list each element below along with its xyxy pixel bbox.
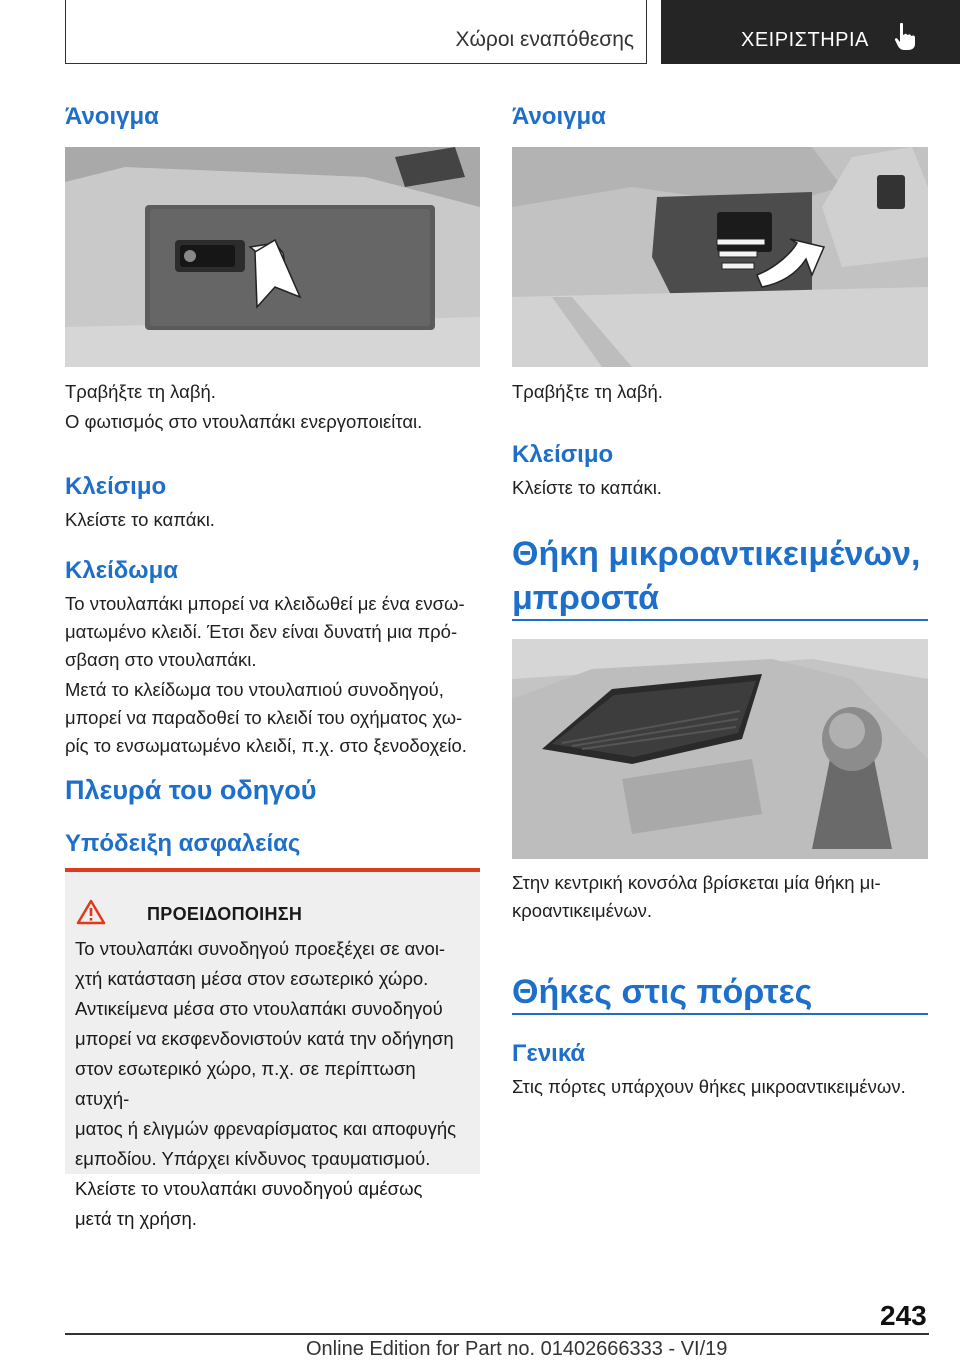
general-text: Στις πόρτες υπάρχουν θήκες μικροαντικειμένων. [512, 1076, 906, 1097]
front-storage-text-2: κροαντικειμένων. [512, 900, 653, 921]
footer-edition: Online Edition for Part no. 01402666333 - VI/19 [306, 1338, 728, 1360]
locking-text-1c: σβαση στο ντουλαπάκι. [65, 649, 257, 670]
header-section-title: Χώροι εναπόθεσης [455, 28, 634, 51]
front-storage-heading-rule [512, 619, 928, 621]
pointing-hand-icon [893, 22, 919, 52]
glovebox-opening-photo [65, 147, 480, 367]
safety-note-heading: Υπόδειξη ασφαλείας [65, 830, 301, 857]
door-storage-heading: Θήκες στις πόρτες [512, 973, 813, 1011]
header-chapter-box [661, 0, 960, 64]
right-closing-heading: Κλείσιμο [512, 441, 614, 468]
left-closing-text: Κλείστε το καπάκι. [65, 509, 215, 530]
warning-title: ΠΡΟΕΙΔΟΠΟΙΗΣΗ [147, 904, 303, 924]
center-console-storage-photo [512, 639, 928, 859]
passenger-side-heading: Πλευρά του οδηγού [65, 775, 317, 805]
right-closing-text: Κλείστε το καπάκι. [512, 477, 662, 498]
left-opening-text-1: Τραβήξτε τη λαβή. [65, 381, 216, 402]
header-section-box [65, 0, 647, 64]
locking-text-2a: Μετά το κλείδωμα του ντουλαπιού συνοδηγού, [65, 679, 444, 700]
warning-line: στον εσωτερικό χώρο, π.χ. σε περίπτωση ατυχή‐ [75, 1058, 416, 1109]
locking-heading: Κλείδωμα [65, 557, 179, 584]
front-storage-heading-line-2: μπροστά [512, 579, 660, 617]
driver-storage-opening-photo [512, 147, 928, 367]
locking-text-1a: Το ντουλαπάκι μπορεί να κλειδωθεί με ένα ενσω‐ [65, 593, 465, 614]
warning-line: ματος ή ελιγμών φρεναρίσματος και αποφυγής [75, 1118, 457, 1139]
locking-text-1b: ματωμένο κλειδί. Έτσι δεν είναι δυνατή μια πρό‐ [65, 621, 458, 642]
warning-line: Κλείστε το ντουλαπάκι συνοδηγού αμέσως [75, 1178, 423, 1199]
warning-line: μετά τη χρήση. [75, 1208, 197, 1229]
right-opening-text: Τραβήξτε τη λαβή. [512, 381, 663, 402]
warning-line: χτή κατάσταση μέσα στον εσωτερικό χώρο. [75, 968, 429, 989]
left-opening-heading: Άνοιγμα [65, 103, 159, 130]
warning-line: Αντικείμενα μέσα στο ντουλαπάκι συνοδηγού [75, 998, 443, 1019]
front-storage-text-1: Στην κεντρική κονσόλα βρίσκεται μία θήκη μι‐ [512, 872, 881, 893]
left-closing-heading: Κλείσιμο [65, 473, 167, 500]
door-storage-heading-rule [512, 1013, 928, 1015]
locking-text-2c: ρίς το ενσωματωμένο κλειδί, π.χ. στο ξενοδοχείο. [65, 735, 467, 756]
right-opening-heading: Άνοιγμα [512, 103, 606, 130]
page-number: 243 [880, 1300, 927, 1331]
header-chapter-title: ΧΕΙΡΙΣΤΗΡΙΑ [741, 29, 869, 51]
left-opening-text-2: Ο φωτισμός στο ντουλαπάκι ενεργοποιείται. [65, 411, 423, 432]
warning-box [65, 868, 480, 1229]
locking-text-2b: μπορεί να παραδοθεί το κλειδί του οχήματος χω‐ [65, 707, 463, 728]
warning-line: εμποδίου. Υπάρχει κίνδυνος τραυματισμού. [75, 1148, 431, 1169]
warning-text [75, 934, 475, 1234]
warning-triangle-icon [76, 899, 106, 925]
general-heading: Γενικά [512, 1040, 586, 1067]
front-storage-heading-line-1: Θήκη μικροαντικειμένων, [512, 535, 921, 573]
warning-line: μπορεί να εκσφενδονιστούν κατά την οδήγηση [75, 1028, 454, 1049]
footer-rule [65, 1333, 929, 1335]
warning-line: Το ντουλαπάκι συνοδηγού προεξέχει σε ανοι‐ [75, 938, 446, 959]
